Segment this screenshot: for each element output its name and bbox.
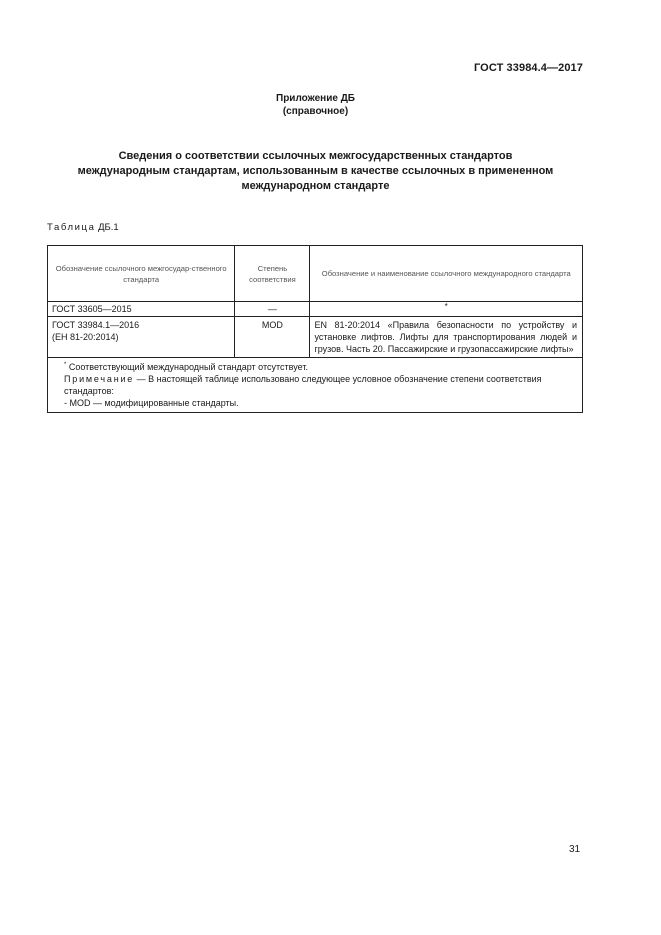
heading-line-3: международном стандарте bbox=[241, 180, 390, 192]
note-text: — В настоящей таблице использовано следующее условное обозначение степени соответствия стандартов: bbox=[64, 374, 542, 396]
heading-line-2: международным стандартам, использованным в качестве ссылочных в примененном bbox=[77, 165, 554, 177]
footnote-text: Соответствующий международный стандарт отсутствует. bbox=[68, 362, 308, 372]
appendix-title-block bbox=[0, 92, 631, 118]
footnote-marker: * bbox=[444, 302, 448, 311]
section-heading bbox=[48, 149, 583, 194]
cell-standard-alt: (ЕН 81-20:2014) bbox=[52, 332, 119, 342]
cell-standard bbox=[48, 317, 235, 358]
header-degree: Степень соответствия bbox=[235, 246, 310, 302]
footnote-line bbox=[54, 361, 578, 373]
cell-degree: MOD bbox=[235, 317, 310, 358]
table-caption-id: ДБ.1 bbox=[98, 222, 119, 233]
table-footnote bbox=[48, 358, 583, 413]
footnote-star: * bbox=[64, 362, 67, 368]
table-header-row bbox=[48, 246, 583, 302]
note-label: Примечание bbox=[64, 374, 135, 384]
header-intl-standard: Обозначение и наименование ссылочного международного стандарта bbox=[310, 246, 583, 302]
cell-standard-main: ГОСТ 33984.1—2016 bbox=[52, 320, 140, 330]
table-caption-label: Таблица bbox=[47, 222, 96, 233]
cell-standard: ГОСТ 33605—2015 bbox=[48, 302, 235, 317]
document-number: ГОСТ 33984.4—2017 bbox=[473, 62, 583, 74]
standards-table bbox=[47, 245, 583, 413]
heading-line-1: Сведения о соответствии ссылочных межгосударственных стандартов bbox=[118, 150, 513, 162]
legend-line: - MOD — модифицированные стандарты. bbox=[64, 398, 239, 408]
table-caption bbox=[47, 222, 119, 233]
cell-degree: — bbox=[235, 302, 310, 317]
appendix-subtitle: (справочное) bbox=[282, 106, 349, 117]
page-number: 31 bbox=[569, 844, 581, 855]
header-standard: Обозначение ссылочного межгосудар-ственного стандарта bbox=[48, 246, 235, 302]
table-row bbox=[48, 317, 583, 358]
table-footnote-row bbox=[48, 358, 583, 413]
table-row bbox=[48, 302, 583, 317]
note-line bbox=[54, 373, 578, 397]
appendix-title: Приложение ДБ bbox=[276, 93, 355, 104]
cell-intl bbox=[310, 302, 583, 317]
cell-intl: EN 81-20:2014 «Правила безопасности по устройству и установке лифтов. Лифты для транспортирования людей и грузов. Часть 20. Пассажирские и грузопассажирские лифты» bbox=[310, 317, 583, 358]
